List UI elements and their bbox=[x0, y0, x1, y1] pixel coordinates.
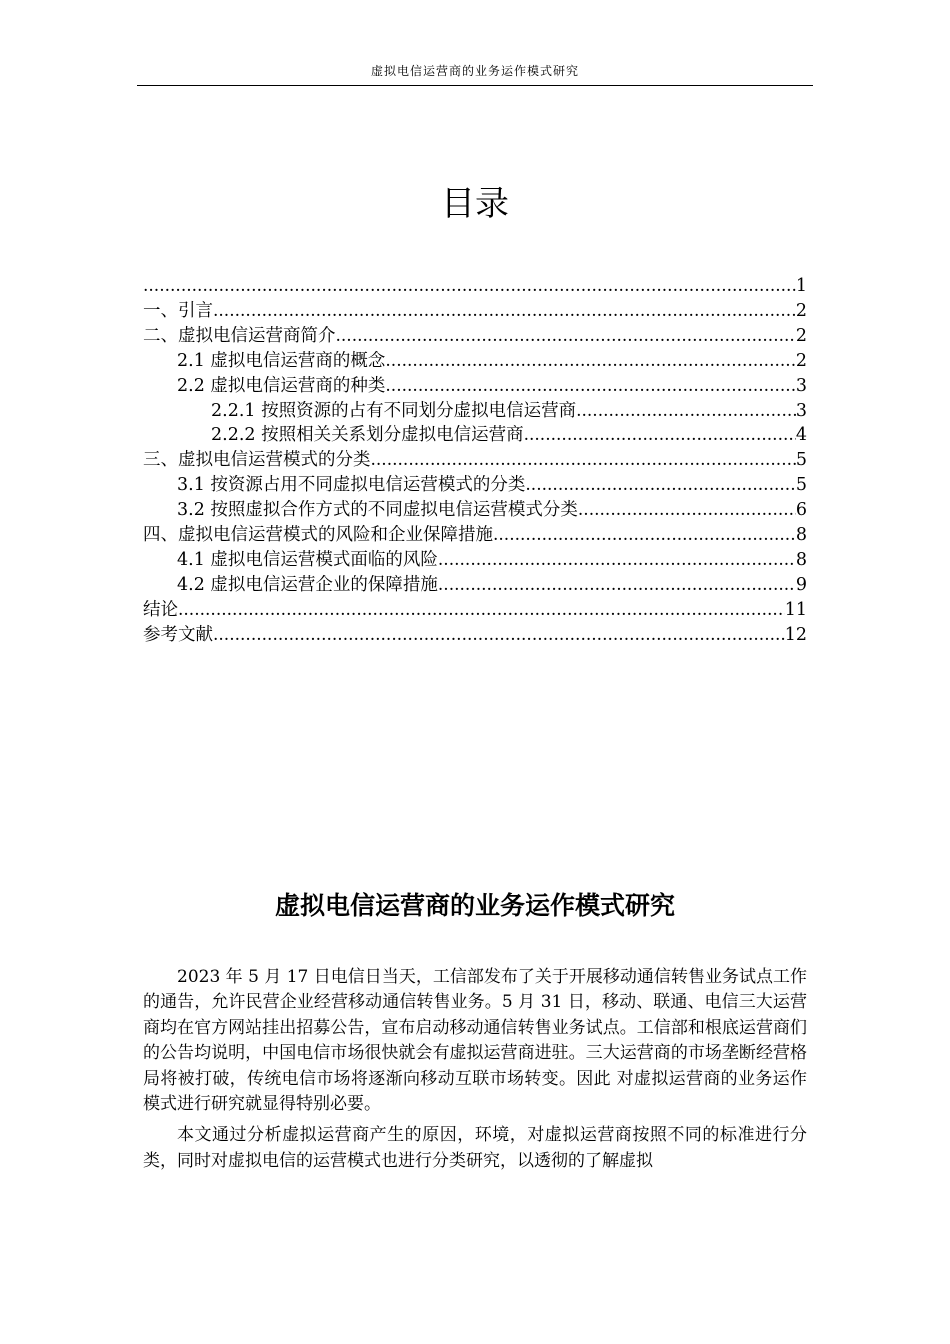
toc-entry[interactable] bbox=[143, 324, 807, 349]
toc-entry[interactable] bbox=[143, 374, 807, 399]
toc-entry-label: 三、虚拟电信运营模式的分类 bbox=[143, 450, 371, 471]
toc-entry-label: 4.1 虚拟电信运营模式面临的风险 bbox=[177, 549, 438, 570]
toc-leader-dots bbox=[213, 299, 796, 324]
toc-entry-page: 12 bbox=[784, 624, 807, 645]
toc-entry-page: 9 bbox=[795, 574, 807, 595]
toc-entry-page: 8 bbox=[795, 549, 807, 570]
toc-entry-label: 3.2 按照虚拟合作方式的不同虚拟电信运营模式分类 bbox=[177, 500, 578, 521]
toc-leader-dots bbox=[385, 349, 795, 374]
toc-entry[interactable] bbox=[143, 448, 807, 473]
toc-entry-label: 2.2 虚拟电信运营商的种类 bbox=[177, 375, 386, 396]
toc-entry-page: 5 bbox=[795, 475, 807, 496]
toc-entry-label: 2.2.2 按照相关关系划分虚拟电信运营商 bbox=[211, 425, 524, 446]
toc-leader-dots bbox=[385, 374, 795, 399]
toc-entry-page: 11 bbox=[784, 599, 807, 620]
toc-entry[interactable] bbox=[143, 523, 807, 548]
toc-entry-page: 6 bbox=[795, 500, 807, 521]
toc-leader-dots bbox=[493, 523, 796, 548]
toc-entry-page: 3 bbox=[795, 375, 807, 396]
toc-entry-page: 3 bbox=[795, 400, 807, 421]
toc-entry-page: 8 bbox=[795, 525, 807, 546]
toc-entry-label: 一、引言 bbox=[143, 300, 213, 321]
toc-leader-dots bbox=[438, 573, 796, 598]
toc-leader-dots bbox=[371, 448, 796, 473]
toc-entry-page: 1 bbox=[795, 276, 807, 296]
table-of-contents bbox=[143, 274, 807, 648]
running-header: 虚拟电信运营商的业务运作模式研究 bbox=[137, 62, 813, 86]
toc-entry[interactable] bbox=[143, 598, 807, 623]
toc-leader-dots bbox=[578, 498, 796, 523]
document-body bbox=[143, 965, 807, 1180]
toc-entry-page: 2 bbox=[795, 325, 807, 346]
toc-title: 目录 bbox=[441, 184, 509, 224]
toc-leader-dots bbox=[336, 324, 796, 349]
toc-entry[interactable] bbox=[143, 399, 807, 424]
toc-entry-label: 结论 bbox=[143, 599, 178, 620]
document-title: 虚拟电信运营商的业务运作模式研究 bbox=[274, 891, 675, 920]
toc-leader-dots bbox=[525, 473, 795, 498]
toc-entry-label: 3.1 按资源占用不同虚拟电信运营模式的分类 bbox=[177, 475, 526, 496]
toc-leader-dots bbox=[143, 274, 796, 299]
toc-entry[interactable] bbox=[143, 498, 807, 523]
toc-entry[interactable] bbox=[143, 423, 807, 448]
toc-entry-label: 2.2.1 按照资源的占有不同划分虚拟电信运营商 bbox=[211, 400, 577, 421]
toc-entry-page: 4 bbox=[795, 425, 807, 446]
toc-entry[interactable] bbox=[143, 573, 807, 598]
toc-leader-dots bbox=[213, 623, 785, 648]
toc-entry-label: 2.1 虚拟电信运营商的概念 bbox=[177, 350, 386, 371]
toc-entry-page: 5 bbox=[795, 450, 807, 471]
body-paragraph: 2023 年 5 月 17 日电信日当天，工信部发布了关于开展移动通信转售业务试点工作的通告，允许民营企业经营移动通信转售业务。5 月 31 日，移动、联通、电信三大运营商均在官方网站挂出招募公告，宣布启动移动通信转售业务试点。工信部和根底运营商们的公告均说明，中国电信市场很快就会有虚拟运营商进驻。三大运营商的市场垄断经营格局将被打破，传统电信市场将逐渐向移动互联市场转变。因此 对虚拟运营商的业务运作模式进行研究就显得特别必要。 bbox=[143, 967, 807, 1115]
toc-entry-label: 参考文献 bbox=[143, 624, 213, 645]
toc-entry[interactable] bbox=[143, 548, 807, 573]
toc-leader-dots bbox=[438, 548, 796, 573]
toc-entry-label: 二、虚拟电信运营商简介 bbox=[143, 325, 336, 346]
toc-entry-page: 2 bbox=[795, 350, 807, 371]
toc-entry[interactable] bbox=[143, 623, 807, 648]
toc-entry[interactable] bbox=[143, 473, 807, 498]
toc-leader-dots bbox=[178, 598, 785, 623]
toc-entry[interactable] bbox=[143, 349, 807, 374]
body-paragraph: 本文通过分析虚拟运营商产生的原因，环境，对虚拟运营商按照不同的标准进行分类，同时对虚拟电信的运营模式也进行分类研究，以透彻的了解虚拟 bbox=[143, 1125, 807, 1171]
toc-leader-dots bbox=[576, 399, 796, 424]
toc-entry[interactable] bbox=[143, 299, 807, 324]
toc-entry-label: 4.2 虚拟电信运营企业的保障措施 bbox=[177, 574, 438, 595]
toc-entry-label: 四、虚拟电信运营模式的风险和企业保障措施 bbox=[143, 525, 493, 546]
toc-entry-page: 2 bbox=[795, 300, 807, 321]
toc-entry[interactable] bbox=[143, 274, 807, 299]
toc-leader-dots bbox=[524, 423, 796, 448]
